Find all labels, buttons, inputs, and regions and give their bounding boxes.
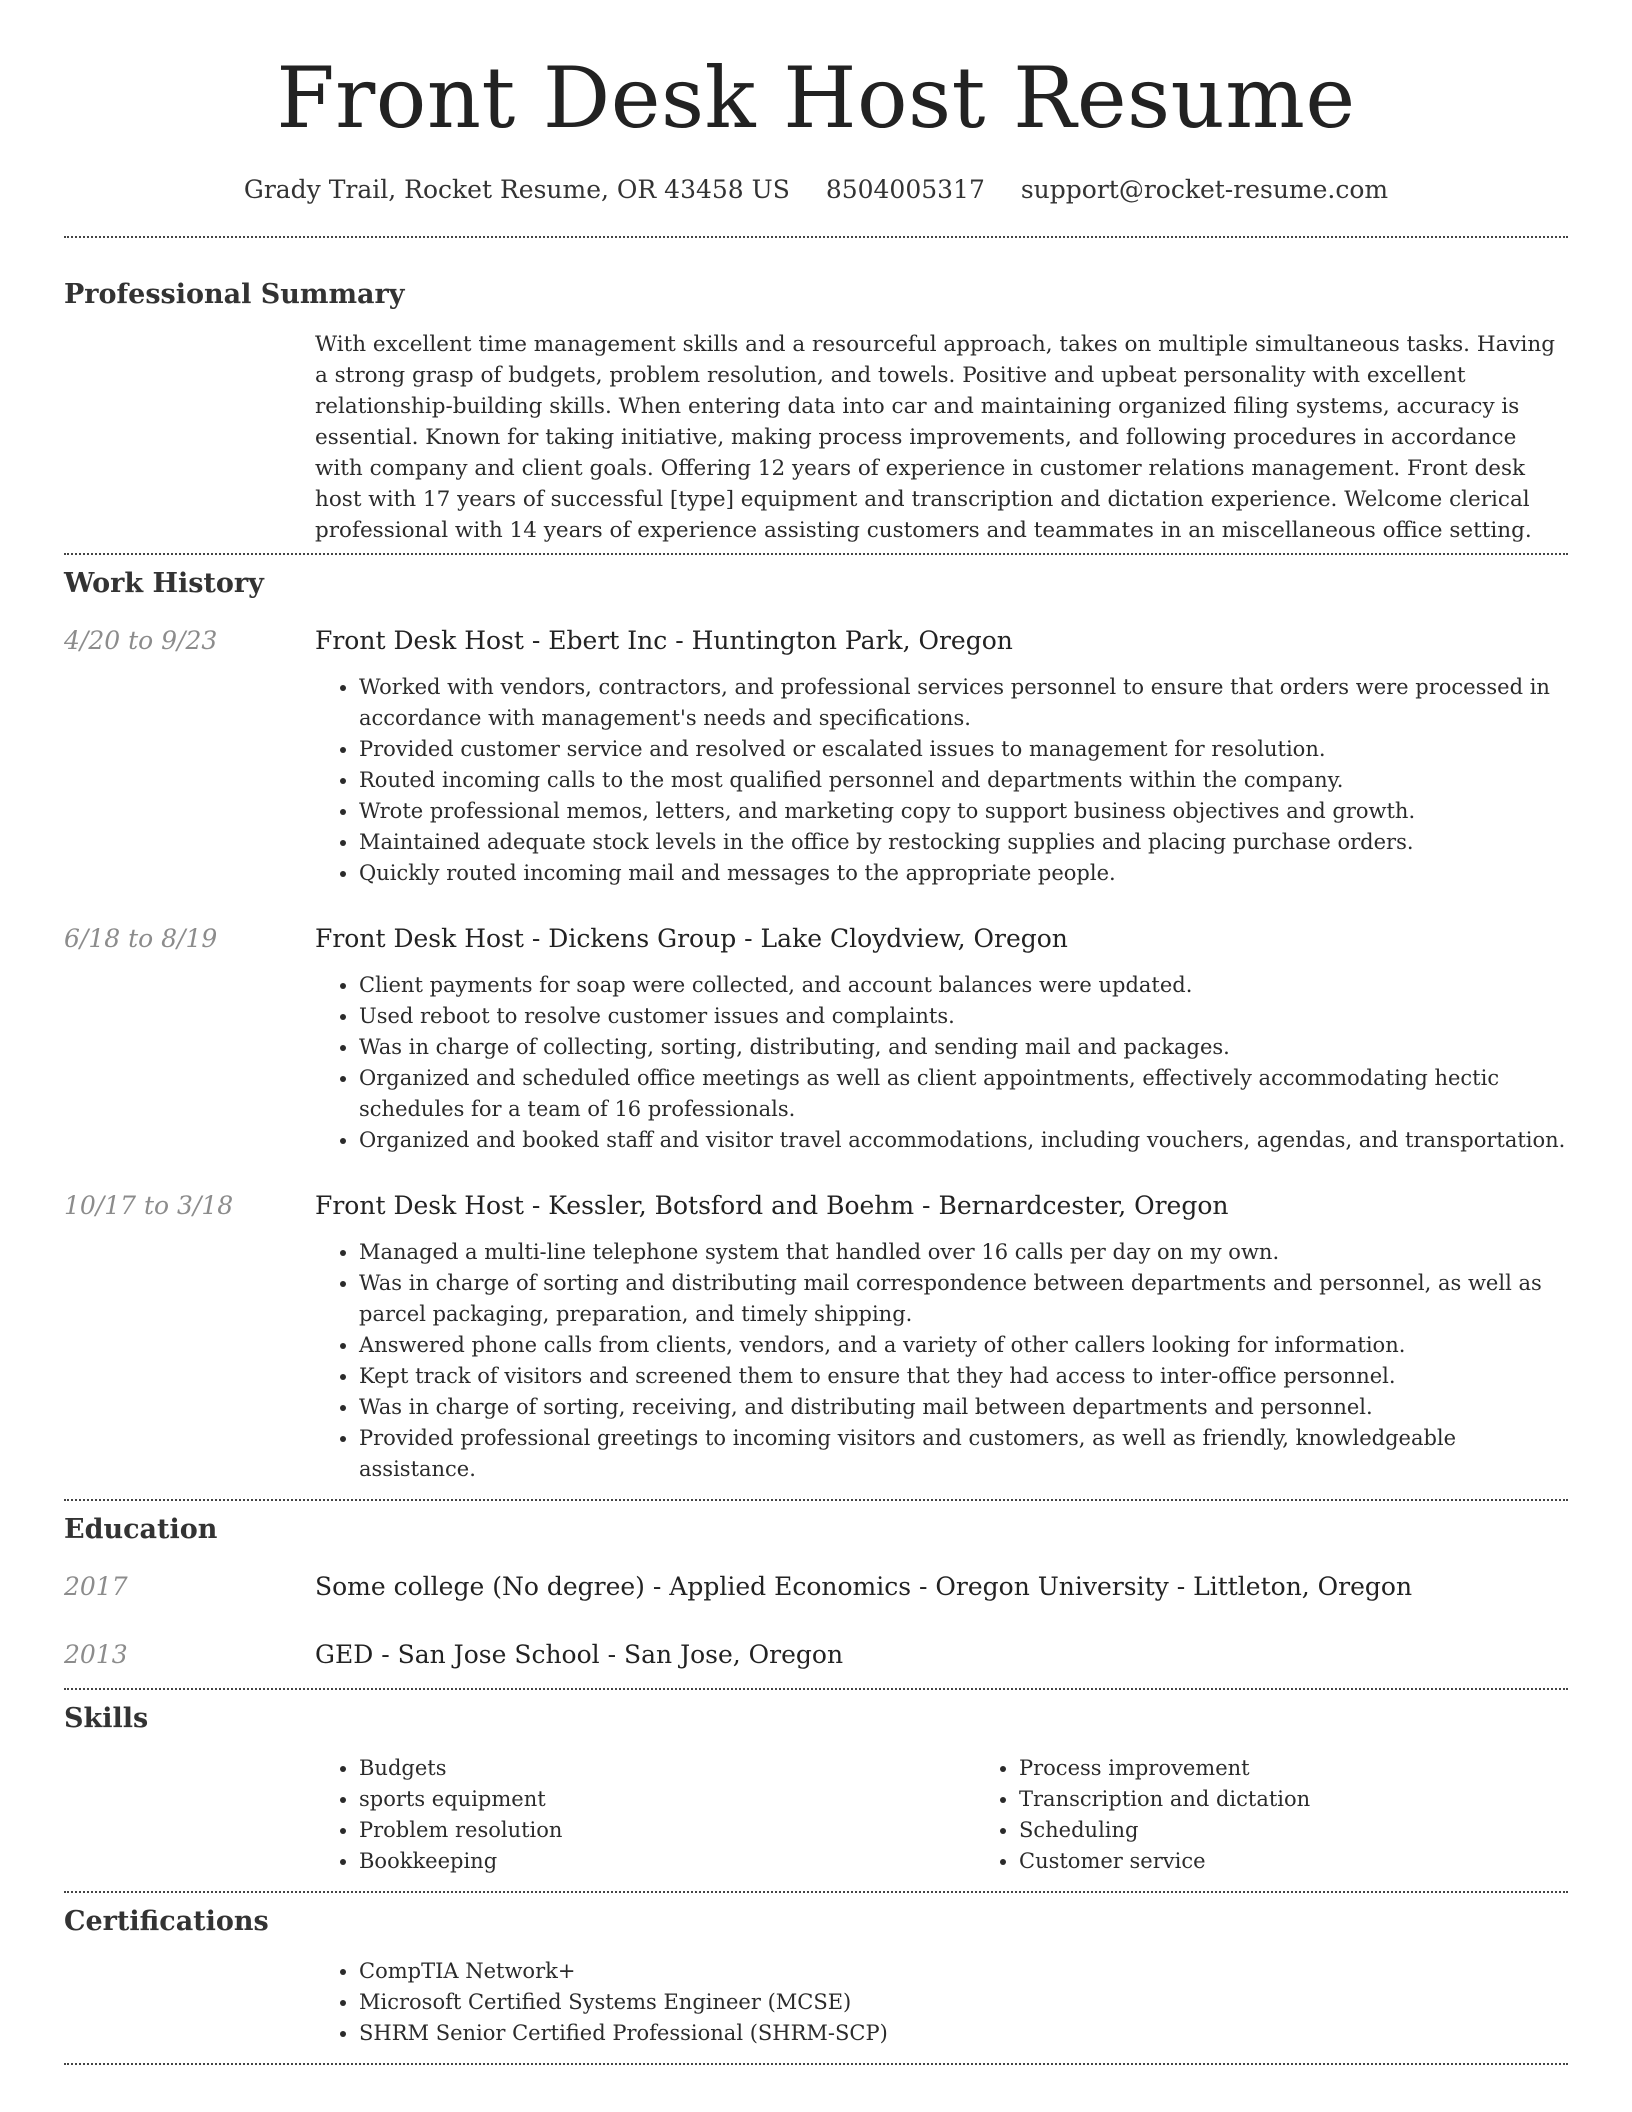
job-title: Front Desk Host - Ebert Inc - Huntington Park, Oregon — [315, 626, 1013, 655]
work-section — [64, 567, 1568, 1485]
list-item: • Provided customer service and resolved or escalated issues to management for resolution. — [359, 734, 1568, 765]
list-item: • Was in charge of sorting and distributing mail correspondence between departments and personnel, as well as parcel packaging, preparation, and timely shipping. — [359, 1268, 1568, 1330]
divider — [64, 1499, 1568, 1501]
divider — [64, 1891, 1568, 1893]
list-item: • Worked with vendors, contractors, and professional services personnel to ensure that orders were processed in accordance with management's needs and specifications. — [359, 672, 1568, 734]
job-dates: 6/18 to 8/19 — [64, 924, 218, 953]
skill-item: • Bookkeeping — [359, 1846, 975, 1877]
page-title: Front Desk Host Resume — [276, 49, 1356, 147]
divider — [64, 236, 1568, 238]
skill-item: • Process improvement — [1019, 1753, 1632, 1784]
list-item: • Wrote professional memos, letters, and marketing copy to support business objectives and growth. — [359, 796, 1568, 827]
job-entry — [64, 922, 1568, 1156]
skills-list-left — [315, 1753, 975, 1877]
list-item: • Organized and scheduled office meetings as well as client appointments, effectively accommodating hectic schedules for a team of 16 professionals. — [359, 1063, 1568, 1125]
certification-item: • CompTIA Network+ — [359, 1956, 1568, 1987]
job-title: Front Desk Host - Dickens Group - Lake Cloydview, Oregon — [315, 924, 1068, 953]
job-bullets — [315, 1237, 1568, 1485]
list-item: • Quickly routed incoming mail and messages to the appropriate people. — [359, 858, 1568, 889]
list-item: • Provided professional greetings to incoming visitors and customers, as well as friendly, knowledgeable assistance. — [359, 1423, 1568, 1485]
work-heading: Work History — [64, 568, 264, 599]
contact-line — [0, 174, 1632, 206]
divider — [64, 553, 1568, 555]
job-dates: 4/20 to 9/23 — [64, 626, 218, 655]
certification-item: • SHRM Senior Certified Professional (SHRM-SCP) — [359, 2018, 1568, 2049]
summary-heading: Professional Summary — [64, 279, 405, 310]
summary-row — [64, 329, 1568, 546]
skills-list-right — [975, 1753, 1632, 1877]
list-item: • Routed incoming calls to the most qualified personnel and departments within the company. — [359, 765, 1568, 796]
list-item: • Maintained adequate stock levels in the office by restocking supplies and placing purchase orders. — [359, 827, 1568, 858]
skills-section — [64, 1702, 1568, 1877]
education-title: Some college (No degree) - Applied Economics - Oregon University - Littleton, Oregon — [315, 1572, 1413, 1601]
job-bullets — [315, 672, 1568, 889]
list-item: • Answered phone calls from clients, vendors, and a variety of other callers looking for information. — [359, 1330, 1568, 1361]
job-bullets — [315, 970, 1568, 1156]
skill-item: • sports equipment — [359, 1784, 975, 1815]
education-entry — [64, 1570, 1568, 1604]
job-title: Front Desk Host - Kessler, Botsford and Boehm - Bernardcester, Oregon — [315, 1191, 1229, 1220]
list-item: • Used reboot to resolve customer issues and complaints. — [359, 1001, 1568, 1032]
list-item: • Kept track of visitors and screened them to ensure that they had access to inter-office personnel. — [359, 1361, 1568, 1392]
contact-email: support@rocket-resume.com — [1020, 175, 1389, 204]
skill-item: • Problem resolution — [359, 1815, 975, 1846]
education-year: 2013 — [64, 1640, 128, 1669]
certification-item: • Microsoft Certified Systems Engineer (MCSE) — [359, 1987, 1568, 2018]
job-dates: 10/17 to 3/18 — [64, 1191, 234, 1220]
divider — [64, 2063, 1568, 2065]
job-entry — [64, 1189, 1568, 1485]
skills-heading: Skills — [64, 1703, 149, 1734]
list-item: • Managed a multi-line telephone system that handled over 16 calls per day on my own. — [359, 1237, 1568, 1268]
education-year: 2017 — [64, 1572, 128, 1601]
job-entry — [64, 624, 1568, 889]
list-item: • Was in charge of sorting, receiving, and distributing mail between departments and personnel. — [359, 1392, 1568, 1423]
skills-columns — [315, 1753, 1632, 1877]
certifications-heading: Certifications — [64, 1906, 269, 1937]
certifications-section — [64, 1905, 1568, 2049]
list-item: • Organized and booked staff and visitor travel accommodations, including vouchers, agendas, and transportation. — [359, 1125, 1568, 1156]
skill-item: • Scheduling — [1019, 1815, 1632, 1846]
education-section — [64, 1513, 1568, 1672]
education-heading: Education — [64, 1514, 218, 1545]
list-item: • Was in charge of collecting, sorting, distributing, and sending mail and packages. — [359, 1032, 1568, 1063]
contact-address: Grady Trail, Rocket Resume, OR 43458 US — [243, 175, 790, 204]
education-title: GED - San Jose School - San Jose, Oregon — [315, 1640, 844, 1669]
list-item: • Client payments for soap were collected, and account balances were updated. — [359, 970, 1568, 1001]
summary-section — [64, 278, 1568, 546]
skill-item: • Customer service — [1019, 1846, 1632, 1877]
summary-text: With excellent time management skills and a resourceful approach, takes on multiple simultaneous tasks. Having a strong grasp of budgets, problem resolution, and towels. Positive and upbeat personality with excellent relationship-building skills. When entering data into car and maintaining organized filing systems, accuracy is essential. Known for taking initiative, making process improvements, and following procedures in accordance with company and client goals. Offering 12 years of experience in customer relations management. Front desk host with 17 years of successful [type] equipment and transcription and dictation experience. Welcome clerical professional with 14 years of experience assisting customers and teammates in an miscellaneous office setting. — [315, 332, 1556, 543]
skill-item: • Transcription and dictation — [1019, 1784, 1632, 1815]
divider — [64, 1688, 1568, 1690]
contact-phone: 8504005317 — [825, 175, 985, 204]
education-entry — [64, 1638, 1568, 1672]
resume-header — [0, 0, 1632, 206]
certifications-list — [315, 1956, 1568, 2049]
skill-item: • Budgets — [359, 1753, 975, 1784]
